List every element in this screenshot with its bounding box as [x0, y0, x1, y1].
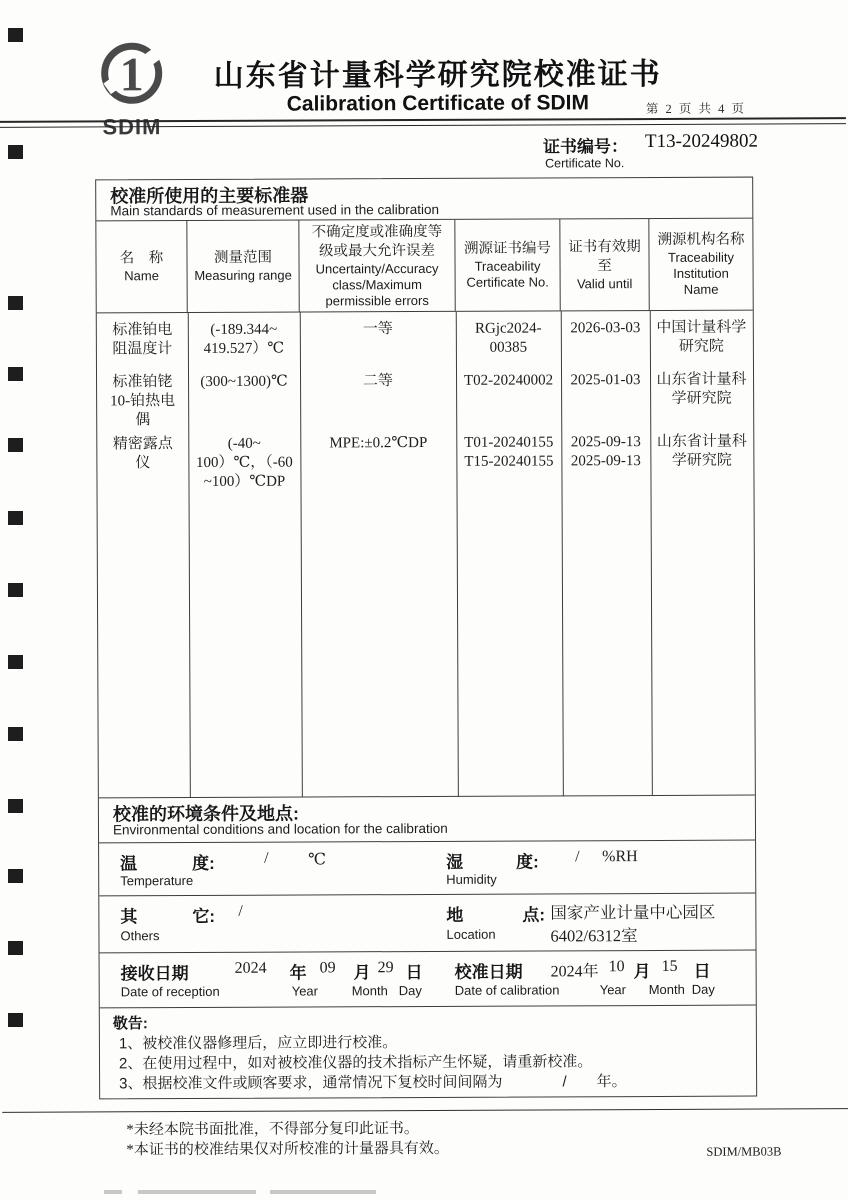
humidity-value: /: [575, 848, 580, 866]
month-sublabel: Month: [648, 981, 685, 998]
location-value-line1: 国家产业计量中心园区: [550, 902, 716, 923]
location-value-line2: 6402/6312室: [550, 926, 638, 946]
col-header-zh: 不确定度或准确度等 级或最大允许误差: [311, 223, 443, 259]
calibration-date-sublabel: Date of calibration: [454, 982, 560, 998]
temperature-sublabel: Temperature: [120, 873, 194, 889]
cell-range: (300~1300)℃: [200, 373, 288, 390]
temperature-value: /: [264, 849, 269, 867]
others-label: 它:: [192, 906, 216, 927]
col-header-certno: [455, 219, 560, 310]
day-unit: 日: [693, 961, 711, 981]
reception-date-label: 接收日期: [120, 964, 189, 984]
col-header-en: Measuring range: [194, 267, 292, 283]
environment-title-en: Environmental conditions and location for the calibration: [112, 820, 448, 838]
notice-item: 2、在使用过程中，如对被校准仪器的技术指标产生怀疑，请重新校准。: [118, 1053, 593, 1073]
cell-name: 精密露点 仪: [112, 436, 173, 472]
cell-name: 标准铂铑 10-铂热电 偶: [110, 374, 176, 429]
temperature-label: 度:: [192, 853, 215, 874]
col-header-valid: [560, 219, 649, 310]
cell-certno: T01-20240155 T15-20240155: [464, 434, 554, 470]
cert-no-sublabel: Certificate No.: [545, 156, 625, 171]
cell-valid: 2025-09-13 2025-09-13: [570, 434, 641, 470]
others-label: 其: [120, 907, 138, 927]
table-row: [97, 371, 753, 431]
calibration-day: 15: [661, 957, 678, 975]
sdim-logo-icon: [95, 35, 169, 113]
footer-rule: [2, 1108, 848, 1113]
table-row: [97, 319, 753, 360]
table-row: [97, 433, 753, 493]
standards-title-en: Main standards of measurement used in the calibration: [110, 201, 440, 219]
col-header-name: [96, 221, 187, 312]
cell-uncertainty: MPE:±0.2℃DP: [329, 434, 428, 452]
location-label: 点:: [522, 905, 546, 925]
notice-section: [100, 1005, 756, 1101]
year-sublabel: Year: [291, 983, 319, 999]
day-unit: 日: [405, 963, 423, 983]
page-number: 第 2 页 共 4 页: [645, 101, 747, 117]
others-location-row: [99, 893, 755, 953]
col-header-en: Valid until: [576, 275, 633, 291]
notice-title: 敬告:: [112, 1015, 148, 1033]
others-value: /: [238, 902, 243, 920]
day-sublabel: Day: [691, 981, 715, 997]
cell-range: (-189.344~ 419.527）℃: [203, 321, 285, 357]
col-header-zh: 证书有效期 至: [568, 238, 641, 274]
month-sublabel: Month: [351, 983, 388, 999]
notice-item: 3、根据校准文件或顾客要求，通常情况下复校时间间隔为 / 年。: [119, 1073, 627, 1093]
col-header-zh: 溯源证书编号: [463, 240, 552, 257]
cell-uncertainty: 一等: [362, 321, 393, 338]
cert-no-value: T13-20249802: [644, 130, 758, 153]
cell-valid: 2026-03-03: [570, 320, 641, 337]
certificate-title-zh: 山东省计量科学研究院校准证书: [213, 57, 662, 93]
standards-table-body: [97, 310, 755, 798]
col-header-zh: 名 称: [119, 250, 164, 267]
calibration-month: 10: [608, 958, 625, 976]
col-header-uncertainty: [299, 220, 455, 312]
temp-humidity-row: [99, 840, 755, 896]
humidity-unit: %RH: [602, 848, 638, 866]
col-header-en: Traceability Institution Name: [667, 249, 735, 297]
environment-title-section: [99, 795, 755, 843]
year-unit: 年: [289, 963, 307, 983]
cell-certno: T02-20240002: [463, 372, 554, 389]
cell-certno: RGjc2024- 00385: [474, 320, 542, 356]
cell-uncertainty: 二等: [362, 373, 394, 390]
humidity-label: 湿: [446, 852, 464, 872]
col-header-en: Name: [124, 268, 159, 284]
standards-title-section: [96, 178, 752, 221]
form-number: SDIM/MB03B: [706, 1144, 782, 1159]
cell-valid: 2025-01-03: [570, 372, 641, 389]
reception-date-sublabel: Date of reception: [120, 983, 220, 1000]
year-sublabel: Year: [599, 982, 627, 998]
month-unit: 月: [353, 963, 371, 983]
calibration-date-label: 校准日期: [454, 962, 523, 982]
reception-month: 09: [319, 959, 336, 977]
dates-row: [100, 950, 756, 1008]
col-header-en: Traceability Certificate No.: [466, 258, 549, 290]
location-label: 地: [446, 905, 464, 925]
temperature-unit: ℃: [308, 851, 327, 869]
humidity-label: 度:: [516, 852, 539, 872]
col-header-range: [187, 221, 299, 312]
cell-institution: 山东省计量科 学研究院: [656, 433, 747, 469]
svg-text:1: 1: [119, 48, 144, 102]
location-sublabel: Location: [446, 926, 496, 942]
others-sublabel: Others: [120, 928, 160, 944]
day-sublabel: Day: [398, 983, 422, 999]
cell-range: (-40~ 100）℃，（-60 ~100）℃DP: [195, 435, 293, 490]
col-header-zh: 溯源机构名称: [657, 231, 745, 248]
standards-table-header: [96, 218, 752, 313]
cell-name: 标准铂电 阻温度计: [112, 322, 173, 358]
month-unit: 月: [633, 962, 651, 982]
col-header-institution: [649, 219, 752, 310]
calibration-year: 2024年: [550, 963, 599, 981]
col-header-zh: 测量范围: [213, 249, 273, 266]
reception-day: 29: [377, 959, 394, 977]
col-header-en: Uncertainty/Accuracy class/Maximum permissible errors: [315, 260, 439, 308]
certificate-title-en: Calibration Certificate of SDIM: [286, 91, 589, 116]
notice-item: 1、被校准仪器修理后，应立即进行校准。: [118, 1034, 398, 1053]
logo-text: SDIM: [102, 114, 162, 140]
cert-no-label: 证书编号：: [542, 137, 629, 157]
footnote: *本证书的校准结果仅对所校准的计量器具有效。: [126, 1140, 449, 1159]
reception-year: 2024: [234, 959, 267, 977]
environment-title-zh: 校准的环境条件及地点:: [112, 803, 299, 825]
temperature-label: 温: [120, 854, 138, 874]
standards-title-zh: 校准所使用的主要标准器: [110, 185, 309, 207]
cell-institution: 中国计量科学 研究院: [656, 319, 747, 355]
cell-institution: 山东省计量科 学研究院: [656, 371, 747, 407]
humidity-sublabel: Humidity: [446, 871, 497, 887]
main-table: [95, 177, 757, 1100]
footnote: *未经本院书面批准，不得部分复印此证书。: [126, 1121, 419, 1139]
